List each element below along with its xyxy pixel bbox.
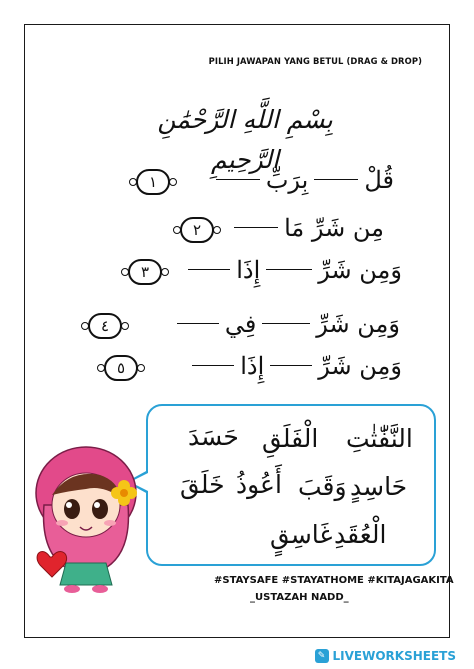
author-credit: _USTAZAH NADD_ bbox=[250, 592, 349, 603]
verse-number-badge: ١ bbox=[136, 169, 170, 195]
option-word[interactable]: الْعُقَدِ bbox=[334, 520, 387, 549]
answer-blank[interactable] bbox=[270, 365, 312, 366]
answer-blank[interactable] bbox=[234, 227, 278, 228]
option-word[interactable]: أَعُوذُ bbox=[236, 470, 282, 499]
option-word[interactable]: غَاسِقٍ bbox=[270, 520, 333, 549]
answer-blank[interactable] bbox=[314, 179, 358, 180]
option-word[interactable]: النَّفّٰثٰتِ bbox=[346, 424, 413, 453]
verse-word: قُلْ bbox=[364, 166, 394, 194]
option-word[interactable]: حَاسِدٍ bbox=[350, 472, 408, 501]
option-word[interactable]: وَقَبَ bbox=[298, 472, 347, 501]
answer-blank[interactable] bbox=[192, 365, 234, 366]
verse-1 bbox=[216, 166, 394, 194]
verse-word: إِذَا bbox=[236, 256, 261, 284]
verse-word: وَمِن شَرِّ bbox=[318, 256, 402, 284]
verse-4 bbox=[177, 310, 400, 338]
verse-word: بِرَبِّ bbox=[265, 166, 309, 194]
verse-number-badge: ٢ bbox=[180, 217, 214, 243]
basmalah: بِسْمِ اللَّهِ الرَّحْمَٰنِ الرَّحِيمِ bbox=[157, 105, 333, 174]
verse-word: إِذَا bbox=[240, 352, 265, 380]
verse-2 bbox=[234, 214, 384, 242]
brand-name: LIVEWORKSHEETS bbox=[332, 649, 456, 663]
verse-number-badge: ٤ bbox=[88, 313, 122, 339]
verse-number-badge: ٥ bbox=[104, 355, 138, 381]
verse-word: فِي bbox=[224, 310, 257, 338]
answer-blank[interactable] bbox=[216, 179, 260, 180]
verse-word: مِن شَرِّ مَا bbox=[284, 214, 384, 242]
answer-blank[interactable] bbox=[266, 269, 312, 270]
liveworksheets-icon: ✎ bbox=[315, 649, 329, 663]
verse-number-badge: ٣ bbox=[128, 259, 162, 285]
option-word[interactable]: خَلَقَ bbox=[180, 470, 225, 499]
hashtags: #STAYSAFE #STAYATHOME #KITAJAGAKITA bbox=[214, 575, 454, 586]
brand-logo[interactable] bbox=[315, 649, 456, 663]
instruction-text: PILIH JAWAPAN YANG BETUL (DRAG & DROP) bbox=[208, 56, 422, 66]
verse-word: وَمِن شَرِّ bbox=[316, 310, 400, 338]
option-word[interactable]: حَسَدَ bbox=[188, 422, 239, 451]
option-word[interactable]: الْفَلَقِ bbox=[262, 424, 319, 453]
answer-blank[interactable] bbox=[188, 269, 230, 270]
answer-blank[interactable] bbox=[177, 323, 219, 324]
verse-word: وَمِن شَرِّ bbox=[318, 352, 402, 380]
girl-illustration bbox=[30, 445, 142, 595]
verse-5 bbox=[192, 352, 402, 380]
verse-3 bbox=[188, 256, 402, 284]
answer-blank[interactable] bbox=[262, 323, 310, 324]
